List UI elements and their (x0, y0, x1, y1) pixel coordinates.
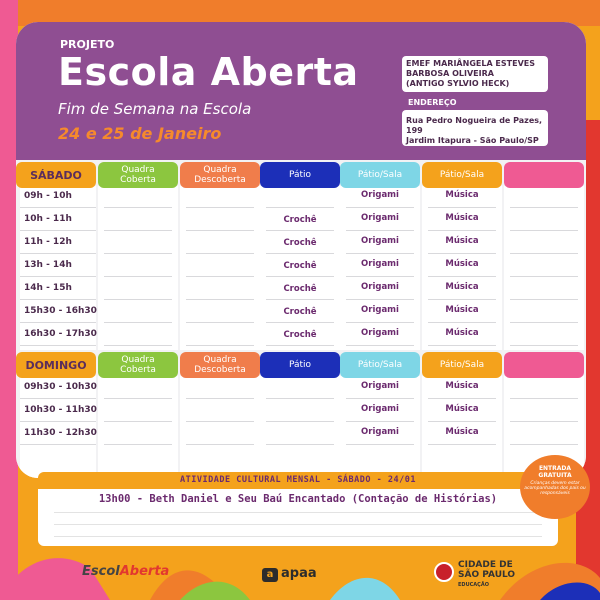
row-divider (20, 276, 96, 277)
activity-patio: Crochê (283, 330, 317, 340)
activity-patio: Crochê (283, 261, 317, 271)
row-divider (266, 345, 334, 346)
time-slot: 09h - 10h (24, 191, 72, 201)
column-header-label (120, 355, 156, 375)
cultural-activity-banner (38, 472, 558, 546)
row-divider (266, 444, 334, 445)
row-divider (346, 444, 414, 445)
row-divider (186, 230, 254, 231)
page-subtitle: Fim de Semana na Escola (58, 100, 252, 118)
row-divider (346, 421, 414, 422)
banner-line (54, 536, 542, 537)
row-divider (346, 207, 414, 208)
column-header-line: Coberta (120, 365, 156, 375)
hero-header (16, 22, 586, 160)
row-divider (104, 398, 172, 399)
column-header-label (358, 170, 402, 180)
column-header-line: Pátio/Sala (439, 170, 485, 180)
activity-sala-1: Origami (361, 259, 399, 269)
row-divider (346, 230, 414, 231)
activity-sala-1: Origami (361, 328, 399, 338)
row-divider (20, 230, 96, 231)
row-divider (104, 299, 172, 300)
activity-sala-2: Música (445, 427, 479, 437)
column-header-line: Quadra (121, 165, 155, 175)
activity-sala-1: Origami (361, 236, 399, 246)
apaa-mark-icon: a (262, 568, 278, 582)
row-divider (186, 322, 254, 323)
school-name-box: EMEF MARIÂNGELA ESTEVES BARBOSA OLIVEIRA (ANTIGO SYLVIO HECK) (402, 56, 548, 92)
column-header-label (289, 360, 311, 370)
row-divider (104, 345, 172, 346)
banner-title: ATIVIDADE CULTURAL MENSAL - SÁBADO - 24/01 (38, 472, 558, 489)
time-slot: 13h - 14h (24, 260, 72, 270)
column-bg (180, 376, 260, 478)
activity-sala-2: Música (445, 236, 479, 246)
row-divider (266, 230, 334, 231)
row-divider (266, 253, 334, 254)
sao-paulo-logo: CIDADE DE SÃO PAULO EDUCAÇÃO (434, 560, 515, 590)
activity-sala-2: Música (445, 282, 479, 292)
row-divider (510, 276, 578, 277)
row-divider (104, 276, 172, 277)
row-divider (266, 276, 334, 277)
activity-patio: Crochê (283, 238, 317, 248)
row-divider (266, 299, 334, 300)
row-divider (20, 444, 96, 445)
row-divider (104, 421, 172, 422)
column-header-line: Pátio/Sala (357, 170, 403, 180)
row-divider (428, 253, 496, 254)
column-bg (180, 186, 260, 350)
row-divider (266, 207, 334, 208)
project-kicker: PROJETO (60, 38, 115, 51)
column-header (180, 162, 260, 188)
column-header (98, 352, 178, 378)
row-divider (428, 345, 496, 346)
row-divider (346, 276, 414, 277)
row-divider (428, 322, 496, 323)
row-divider (186, 421, 254, 422)
row-divider (186, 345, 254, 346)
row-divider (20, 207, 96, 208)
saturday-section (16, 160, 586, 350)
escola-aberta-logo: EscolAberta (82, 564, 170, 579)
column-header (340, 162, 420, 188)
column-header (260, 162, 340, 188)
event-dates: 24 e 25 de Janeiro (58, 124, 222, 143)
row-divider (346, 398, 414, 399)
column-header-line: Quadra (203, 355, 237, 365)
row-divider (104, 322, 172, 323)
row-divider (510, 398, 578, 399)
row-divider (104, 444, 172, 445)
row-divider (186, 253, 254, 254)
row-divider (104, 253, 172, 254)
time-slot: 15h30 - 16h30 (24, 306, 97, 316)
day-label-saturday: SÁBADO (16, 162, 96, 188)
column-header-line: Pátio/Sala (439, 360, 485, 370)
row-divider (428, 230, 496, 231)
city-seal-icon (434, 562, 454, 582)
activity-patio: Crochê (283, 307, 317, 317)
activity-sala-1: Origami (361, 213, 399, 223)
row-divider (428, 276, 496, 277)
row-divider (510, 444, 578, 445)
row-divider (186, 444, 254, 445)
column-header-label (194, 165, 246, 185)
activity-sala-2: Música (445, 328, 479, 338)
column-header-line: Descoberta (194, 365, 246, 375)
activity-patio: Crochê (283, 284, 317, 294)
row-divider (20, 421, 96, 422)
column-header (260, 352, 340, 378)
column-header (98, 162, 178, 188)
row-divider (346, 253, 414, 254)
address-label: ENDEREÇO (408, 98, 457, 107)
time-slot: 16h30 - 17h30 (24, 329, 97, 339)
row-divider (266, 421, 334, 422)
time-slot: 10h - 11h (24, 214, 72, 224)
row-divider (20, 299, 96, 300)
page-title: Escola Aberta (58, 50, 359, 94)
row-divider (428, 299, 496, 300)
row-divider (20, 322, 96, 323)
activity-sala-2: Música (445, 305, 479, 315)
time-slot: 09h30 - 10h30 (24, 382, 97, 392)
activity-sala-2: Música (445, 259, 479, 269)
column-header-label (120, 165, 156, 185)
column-header-line: Pátio (288, 170, 312, 180)
time-slot: 14h - 15h (24, 283, 72, 293)
column-header-label (358, 360, 402, 370)
banner-line (54, 512, 542, 513)
row-divider (510, 421, 578, 422)
column-bg (98, 186, 178, 350)
apaa-logo: a apaa (262, 566, 317, 582)
activity-sala-2: Música (445, 190, 479, 200)
day-label-sunday: DOMINGO (16, 352, 96, 378)
activity-sala-1: Origami (361, 427, 399, 437)
activity-sala-1: Origami (361, 381, 399, 391)
row-divider (510, 253, 578, 254)
column-header (180, 352, 260, 378)
column-header-label (194, 355, 246, 375)
activity-sala-1: Origami (361, 404, 399, 414)
row-divider (20, 253, 96, 254)
row-divider (510, 299, 578, 300)
activity-patio: Crochê (283, 215, 317, 225)
row-divider (186, 207, 254, 208)
column-header-line: Coberta (120, 175, 156, 185)
schedule-card (16, 22, 586, 478)
row-divider (186, 276, 254, 277)
activity-sala-2: Música (445, 381, 479, 391)
row-divider (186, 398, 254, 399)
time-slot: 11h - 12h (24, 237, 72, 247)
activity-sala-2: Música (445, 404, 479, 414)
row-divider (20, 398, 96, 399)
activity-sala-1: Origami (361, 305, 399, 315)
activity-sala-2: Música (445, 213, 479, 223)
column-header (422, 352, 502, 378)
column-header-line: Descoberta (194, 175, 246, 185)
time-slot: 10h30 - 11h30 (24, 405, 97, 415)
banner-line (54, 524, 542, 525)
row-divider (346, 322, 414, 323)
column-header-line: Quadra (121, 355, 155, 365)
row-divider (510, 345, 578, 346)
sunday-section (16, 350, 586, 478)
row-divider (266, 322, 334, 323)
column-bg (260, 376, 340, 478)
column-header-label (289, 170, 311, 180)
column-header (504, 162, 584, 188)
row-divider (428, 444, 496, 445)
time-slot: 11h30 - 12h30 (24, 428, 97, 438)
row-divider (104, 207, 172, 208)
row-divider (510, 207, 578, 208)
row-divider (186, 299, 254, 300)
activity-sala-1: Origami (361, 282, 399, 292)
row-divider (510, 322, 578, 323)
banner-event: 13h00 - Beth Daniel e Seu Baú Encantado (Contação de Histórias) (98, 493, 498, 505)
row-divider (346, 345, 414, 346)
column-header (422, 162, 502, 188)
row-divider (510, 230, 578, 231)
address-box: Rua Pedro Nogueira de Pazes, 199 Jardim Itapura - São Paulo/SP (402, 110, 548, 146)
activity-sala-1: Origami (361, 190, 399, 200)
row-divider (20, 345, 96, 346)
row-divider (266, 398, 334, 399)
column-header-label (440, 170, 484, 180)
column-bg (98, 376, 178, 478)
column-header-line: Quadra (203, 165, 237, 175)
column-header-line: Pátio (288, 360, 312, 370)
row-divider (104, 230, 172, 231)
free-entry-badge: ENTRADA GRATUITA Crianças devem estar acompanhadas dos pais ou responsáveis (520, 455, 590, 519)
row-divider (346, 299, 414, 300)
row-divider (428, 421, 496, 422)
column-header (504, 352, 584, 378)
column-header-label (440, 360, 484, 370)
row-divider (428, 398, 496, 399)
column-header (340, 352, 420, 378)
row-divider (428, 207, 496, 208)
column-header-line: Pátio/Sala (357, 360, 403, 370)
column-bg (504, 186, 584, 350)
